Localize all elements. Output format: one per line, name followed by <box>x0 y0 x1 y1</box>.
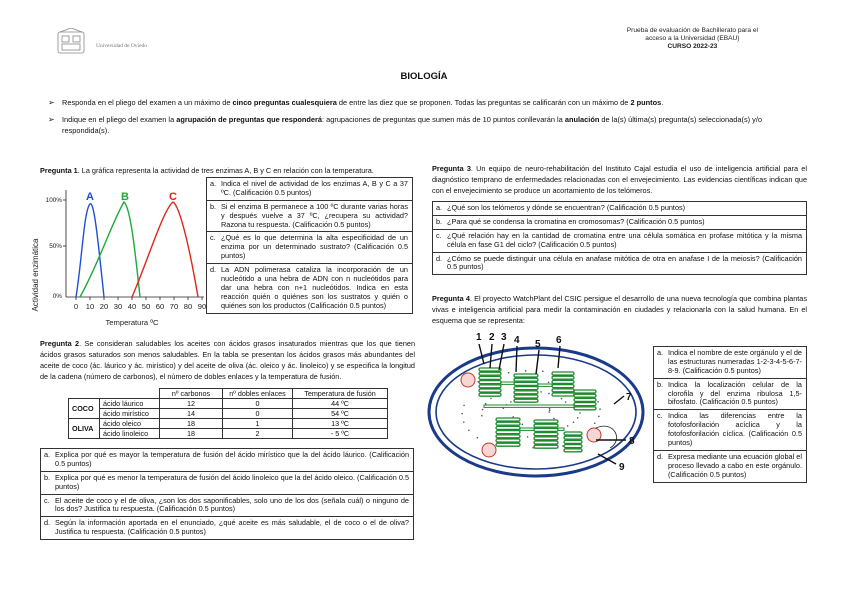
thylakoid <box>479 372 501 375</box>
thylakoid <box>552 393 574 396</box>
q4-intro: Pregunta 4. El proyecto WatchPlant del CSIC persigue el desarrollo de una nueva tecnología que combina plantas vivas e inteligencia artificial para medir la contaminación en ciudades y relacionarla con la salud humana. En el esquema que se representa: <box>432 294 807 326</box>
q4-items <box>653 346 807 483</box>
table-row: ácido mirístico 14 0 54 ºC <box>69 409 388 419</box>
thylakoid <box>564 436 582 439</box>
col-melting: Temperatura de fusión <box>293 389 388 399</box>
thylakoid <box>514 395 538 398</box>
q2-intro: Pregunta 2. Se consideran saludables los aceites con ácidos grasos insaturados mientras que los que tienen ácidos grasos saturados son menos saludables. En la tabla se presentan los ácidos grasos más abundantes del aceite de coco (ác. láurico y ác. mirístico) y del aceite de oliva (ác. oleico y ác. linoleico) y se especifica la longitud de la cadena (número de carbonos), el número de dobles enlaces y la temperatura de fusión. <box>40 339 415 382</box>
stroma-dot <box>463 421 465 423</box>
header-line2: acceso a la Universidad (EBAU) <box>645 35 740 43</box>
arrow-bullet-icon: ➢ <box>48 115 55 124</box>
instruction-1: ➢ Responda en el pliego del examen a un máximo de cinco preguntas cualesquiera de entre las diez que se proponen. Todas las preguntas se calificarán con un máximo de 2 puntos. <box>48 98 664 107</box>
table-row: OLIVA ácido oleico 18 1 13 ºC <box>69 419 388 429</box>
curve-label-a: A <box>86 191 94 203</box>
thylakoid <box>514 374 538 377</box>
diagram-number-9: 9 <box>619 462 625 473</box>
x-tick-label: 20 <box>99 302 109 311</box>
stroma-dot <box>508 372 510 374</box>
thylakoid <box>534 424 558 427</box>
stroma-lamella <box>520 428 534 430</box>
thylakoid <box>479 368 501 371</box>
q3-items <box>432 201 807 275</box>
ribosome-cluster-icon <box>461 373 475 387</box>
curve-label-c: C <box>169 191 177 203</box>
q4-item-c: c. Indica las diferencias entre la fotofosforilación acíclica y la fotofosforilación cíclica. (Calificación 0.5 puntos) <box>654 410 806 451</box>
x-tick-label: 70 <box>169 302 179 311</box>
stroma-dot <box>525 370 527 372</box>
x-tick-label: 0 <box>73 302 79 311</box>
thylakoid <box>496 422 520 425</box>
diagram-number-6: 6 <box>556 335 562 346</box>
q3-item-d: d. ¿Cómo se puede distinguir una célula en anafase mitótica de otra en anafase I de la meiosis? (Calificación 0.5 puntos) <box>436 253 802 272</box>
stroma-dot <box>468 429 470 431</box>
thylakoid <box>514 387 538 390</box>
q1-item-d: d. La ADN polimerasa cataliza la incorporación de un nucleótido a una hebra de ADN con n nucleótidos para dar una hebra con n+1 nucleótidos. Indica en esta reacción quién o quiénes son los sustratos y quién o quiénes son los productos (Calificación 0.5 puntos) <box>210 265 408 310</box>
fatty-acid-table <box>68 388 388 439</box>
diagram-number-8: 8 <box>629 436 635 447</box>
q2-item-d: d. Según la información aportada en el enunciado, ¿qué aceite es más saludable, el de coco o el de oliva? Justifica tu respuesta. (Calificación 0.5 puntos) <box>44 518 409 537</box>
thylakoid <box>552 376 574 379</box>
university-name: Universidad de Oviedo <box>96 43 148 49</box>
stroma-dot <box>540 391 542 393</box>
q3-item-b: b. ¿Para qué se condensa la cromatina en cromosomas? (Calificación 0.5 puntos) <box>433 216 806 230</box>
q2-items <box>40 448 414 540</box>
stroma-lamella <box>558 428 564 430</box>
x-tick-label: 10 <box>85 302 95 311</box>
curve-c <box>132 202 198 297</box>
thylakoid <box>534 437 558 440</box>
stroma-dot <box>548 411 550 413</box>
curve-a <box>76 204 104 297</box>
stroma-dot <box>598 416 600 418</box>
stroma-dot <box>599 408 601 410</box>
thylakoid <box>514 382 538 385</box>
q3-item-a: a. ¿Qué son los telómeros y dónde se encuentran? (Calificación 0.5 puntos) <box>433 202 806 216</box>
q2-item-c: c. El aceite de coco y el de oliva, ¿son los dos saponificables, solo uno de los dos (señala cuál) o ninguno de los dos? Justifica tu respuesta. (Calificación 0.5 puntos) <box>41 495 413 518</box>
thylakoid <box>552 389 574 392</box>
stroma-dot <box>481 415 483 417</box>
thylakoid <box>534 428 558 431</box>
thylakoid <box>479 393 501 396</box>
q1-item-a: a. Indica el nivel de actividad de los enzimas A, B y C a 37 ºC. (Calificación 0.5 puntos) <box>207 178 412 201</box>
header-line1: Prueba de evaluación de Bachillerato para el <box>626 27 758 34</box>
stroma-dot <box>510 401 512 403</box>
stroma-dot <box>522 424 524 426</box>
y-tick-label: 0% <box>52 293 62 300</box>
stroma-dot <box>490 398 492 400</box>
thylakoid <box>552 372 574 375</box>
y-tick-label: 100% <box>45 197 62 204</box>
thylakoid <box>514 391 538 394</box>
curve-b <box>80 202 140 297</box>
stroma-dot <box>594 422 596 424</box>
exam-header <box>627 27 758 52</box>
thylakoid <box>564 432 582 435</box>
thylakoid <box>574 390 596 393</box>
table-row: ácido linoleico 18 2 - 5 ºC <box>69 429 388 439</box>
q3-item-c: c. ¿Qué relación hay en la cantidad de cromatina entre una célula somática en profase mitótica y la misma célula en fase G1 del ciclo? (Calificación 0.5 puntos) <box>433 230 806 253</box>
thylakoid <box>496 418 520 421</box>
thylakoid <box>479 385 501 388</box>
curve-label-b: B <box>121 191 129 203</box>
stroma-dot <box>577 417 579 419</box>
ribosome-cluster-icon <box>482 443 496 457</box>
thylakoid <box>574 403 596 406</box>
stroma-dot <box>482 409 484 411</box>
thylakoid <box>496 431 520 434</box>
stroma-dot <box>573 421 575 423</box>
stroma-lamella <box>501 382 514 384</box>
thylakoid <box>564 445 582 448</box>
thylakoid <box>496 426 520 429</box>
header-course: CURSO 2022-23 <box>667 43 718 51</box>
thylakoid <box>564 449 582 452</box>
stroma-dot <box>548 393 550 395</box>
col-double-bonds: nº dobles enlaces <box>223 389 293 399</box>
q1-items <box>206 177 413 314</box>
stroma-dot <box>597 401 599 403</box>
stroma-dot <box>548 382 550 384</box>
instruction-2: ➢ Indique en el pliego del examen la agrupación de preguntas que responderá: agrupaciones de preguntas que sumen más de 10 puntos conllevarán la anulación de la(s) última(s) pregunta(s) seleccionada(s) y/o respondida(s). <box>48 115 763 136</box>
thylakoid <box>564 440 582 443</box>
stroma-dot <box>527 436 529 438</box>
stroma-dot <box>561 398 563 400</box>
q4-item-d: d. Expresa mediante una ecuación global el proceso llevado a cabo en este orgánulo. (Calificación 0.5 puntos) <box>657 451 802 479</box>
col-carbons: nº carbonos <box>160 389 223 399</box>
thylakoid <box>534 445 558 448</box>
thylakoid <box>534 441 558 444</box>
stroma-dot <box>463 405 465 407</box>
q4-item-b: b. Indica la localización celular de la clorofila y del enzima ribulosa 1,5-bifosfato. (Calificación 0.5 puntos) <box>654 379 806 411</box>
stroma-dot <box>549 408 551 410</box>
q1-intro: Pregunta 1. La gráfica representa la actividad de tres enzimas A, B y C en relación con la temperatura. <box>40 166 374 175</box>
x-tick-label: 40 <box>127 302 137 311</box>
arrow-bullet-icon: ➢ <box>48 98 55 107</box>
stroma-lamella <box>484 405 574 407</box>
stroma-dot <box>579 412 581 414</box>
thylakoid <box>574 394 596 397</box>
stroma-dot <box>477 437 479 439</box>
stroma-dot <box>485 403 487 405</box>
thylakoid <box>514 378 538 381</box>
diagram-number-7: 7 <box>626 392 632 403</box>
diagram-number-1: 1 <box>476 332 482 343</box>
diagram-number-5: 5 <box>535 339 541 350</box>
q4-item-a: a. Indica el nombre de este orgánulo y el de las estructuras numeradas 1-2-3-4-5-6-7-8-9. (Calificación 0.5 puntos) <box>654 347 806 379</box>
thylakoid <box>496 435 520 438</box>
stroma-dot <box>542 370 544 372</box>
x-tick-label: 90 <box>197 302 206 311</box>
q1-enzyme-chart <box>28 180 206 330</box>
thylakoid <box>574 407 596 410</box>
diagram-number-2: 2 <box>489 332 495 343</box>
stroma-dot <box>549 410 551 412</box>
q2-item-a: a. Explica por qué es mayor la temperatura de fusión del ácido mirístico que la del ácido láurico. (Calificación 0.5 puntos) <box>41 449 413 472</box>
x-tick-label: 60 <box>155 302 165 311</box>
stroma-dot <box>553 418 555 420</box>
thylakoid <box>496 443 520 446</box>
table-row: COCO ácido láurico 12 0 44 ºC <box>69 399 388 409</box>
diagram-number-3: 3 <box>501 332 507 343</box>
thylakoid <box>514 399 538 402</box>
stroma-lamella <box>538 384 552 386</box>
x-tick-label: 50 <box>141 302 151 311</box>
chart-ylabel: Actividad enzimática <box>31 238 40 312</box>
thylakoid <box>574 398 596 401</box>
chart-xlabel: Temperatura ºC <box>105 318 159 327</box>
thylakoid <box>534 420 558 423</box>
thylakoid <box>552 385 574 388</box>
q3-intro: Pregunta 3. Un equipo de neuro-rehabilitación del Instituto Cajal estudia el uso de inteligencia artificial para el diagnóstico temprano de enfermedades relacionadas con el envejecimiento. Las evidencias científicas indican que con el envejecimiento se produce un acortamiento de los telómeros. <box>432 164 807 196</box>
page-title: BIOLOGÍA <box>400 71 448 82</box>
x-tick-label: 80 <box>183 302 193 311</box>
q2-item-b: b. Explica por qué es menor la temperatura de fusión del ácido linoleico que la del ácido oleico. (Calificación 0.5 puntos) <box>41 472 413 495</box>
q1-item-c: c. ¿Qué es lo que determina la alta especificidad de un enzima por un determinado sustrato? (Calificación 0.5 puntos) <box>207 232 412 264</box>
y-tick-label: 50% <box>49 243 62 250</box>
thylakoid <box>479 389 501 392</box>
thylakoid <box>479 381 501 384</box>
chloroplast-diagram <box>424 330 652 480</box>
thylakoid <box>552 380 574 383</box>
x-tick-label: 30 <box>113 302 123 311</box>
stroma-dot <box>461 413 463 415</box>
thylakoid <box>479 376 501 379</box>
thylakoid <box>534 433 558 436</box>
thylakoid <box>496 439 520 442</box>
stroma-dot <box>567 425 569 427</box>
diagram-number-4: 4 <box>514 335 520 346</box>
q1-item-b: b. Si el enzima B permanece a 100 ºC durante varias horas y después vuelve a 37 ºC, ¿recupera su actividad? Razona tu respuesta. (Calificación 0.5 puntos) <box>207 201 412 233</box>
stroma-dot <box>565 401 567 403</box>
